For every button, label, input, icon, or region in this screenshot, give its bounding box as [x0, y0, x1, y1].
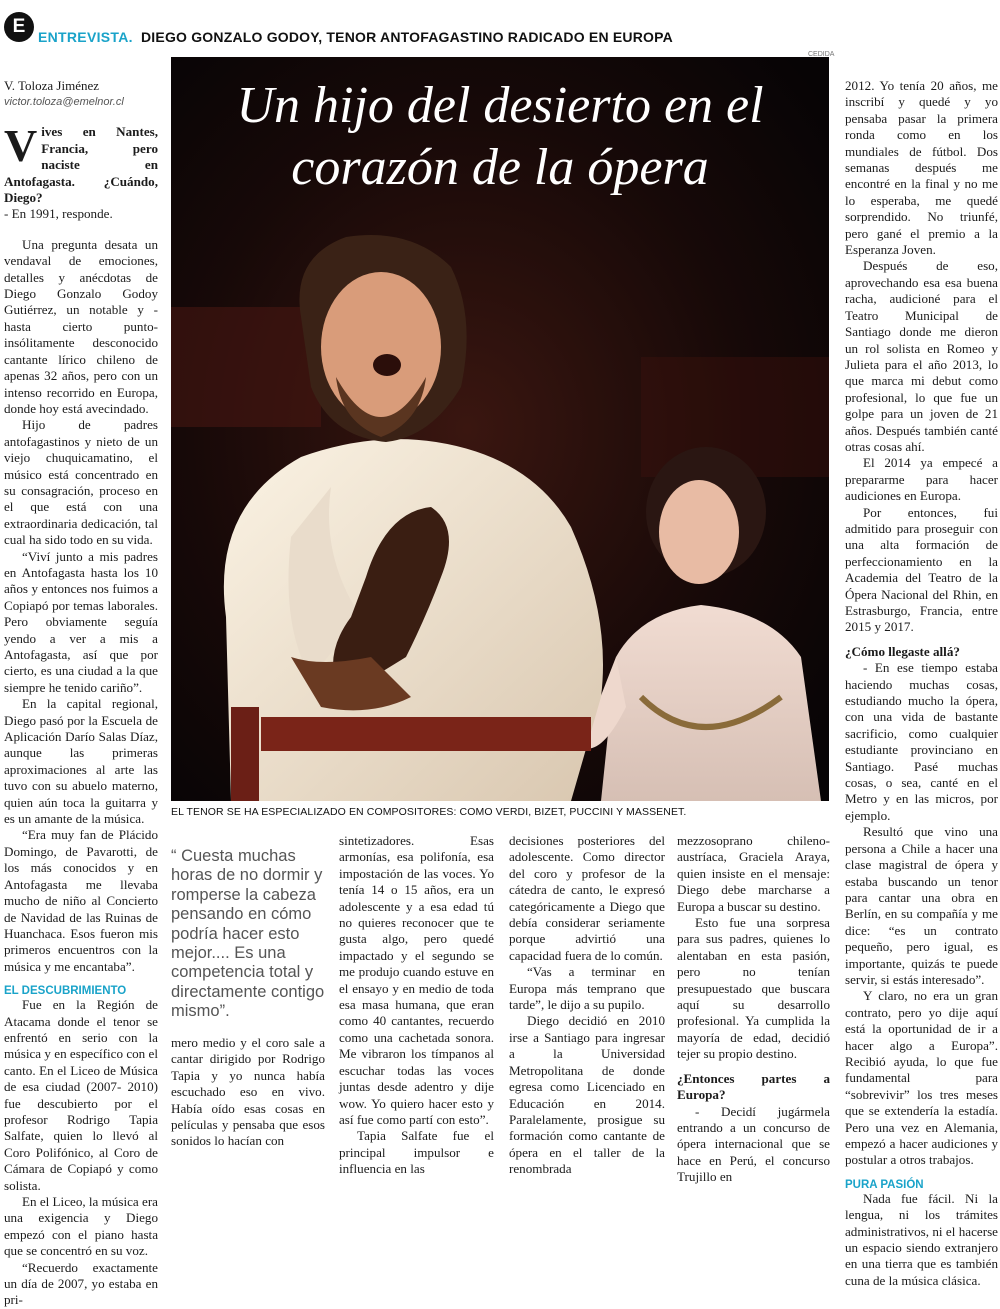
subheading: PURA PASIÓN	[845, 1178, 924, 1191]
headline	[171, 75, 829, 199]
paragraph: Nada fue fácil. Ni la lengua, ni los trámites administrativos, ni el hacerse un espacio siendo extranjero en una tierra que es también cuna de la música clásica.	[845, 1190, 998, 1288]
section-badge: E	[4, 12, 34, 42]
question: ¿Entonces partes a Europa?	[677, 1070, 830, 1103]
column-2	[171, 1035, 325, 1150]
paragraph: Tapia Salfate fue el principal impulsor e influencia en las	[339, 1128, 494, 1177]
author-email[interactable]: victor.toloza@emelnor.cl	[4, 96, 124, 108]
paragraph: “Recuerdo exactamente un día de 2007, yo estaba en pri-	[4, 1259, 158, 1308]
paragraph: “Vas a terminar en Europa más temprano que tarde”, le dijo a su pupilo.	[509, 964, 665, 1013]
paragraph: Y claro, no era un gran contrato, pero yo dije aquí está la oportunidad de ir a hacer algo a Europa”. Recibió ayuda, lo que fue fundamental para “sobrevivir” los tres meses que se extendería la estadía. Pero una vez en Alemania, empezó a hacer audiciones y postular a otros trabajos.	[845, 988, 998, 1168]
paragraph: - En ese tiempo estaba haciendo muchas cosas, estudiando mucho la ópera, con una vida de bastante sacrificio, como cualquier estudiante provinciano en Santiago. Pasé muchas cosas, o sea, canté en el Metro y en las micros, por ejemplo.	[845, 660, 998, 823]
author-name: V. Toloza Jiménez	[4, 78, 100, 93]
paragraph: Diego decidió en 2010 irse a Santiago para ingresar a la Universidad Metropolitana de donde egresa como Licenciado en Educación en 2014. Paralelamente, prosigue su formación como cantante de ópera en el taller de la renombrada	[509, 1013, 665, 1177]
section-label: ENTREVISTA.	[38, 29, 133, 45]
column-4	[509, 833, 665, 1178]
column-1	[4, 78, 158, 1309]
paragraph: sintetizadores. Esas armonías, esa polifonía, esa impostación de las voces. Yo tenía 14 o 15 años, era un adolescente y a esa edad tú no quieres reconocer que te gusta algo, pero quedé impactado y el segundo se me produjo cuando estuve en el ensayo y en medio de toda esa masa humana, que eran como 40 cantantes, recuerdo como una cachetada sonora. Me vibraron los tímpanos al escuchar todas las voces juntas desde adentro y dije wow. Yo quiero hacer esto y así fue como partí con esto”.	[339, 833, 494, 1127]
paragraph: Por entonces, fui admitido para proseguir con una alta formación de perfeccionamiento en la Academia del Teatro de la Ópera Nacional del Rhin, en Estrasburgo, Francia, entre 2015 y 2017.	[845, 504, 998, 635]
paragraph: decisiones posteriores del adolescente. Como director del coro y profesor de la cátedra de canto, le expresó categóricamente a Diego que debía considerar seriamente porque advirtió una capacidad fuera de lo común.	[509, 833, 665, 963]
pull-quote: “ Cuesta muchas horas de no dormir y romperse la cabeza pensando en cómo podría hacer esto mejor.... Es una competencia total y directamente contigo mismo”.	[171, 847, 325, 1021]
hero-photo	[171, 57, 829, 801]
column-3	[339, 833, 494, 1178]
paragraph: En el Liceo, la música era una exigencia y Diego empezó con el piano hasta que se concentró en su voz.	[4, 1194, 158, 1259]
subheading: EL DESCUBRIMIENTO	[4, 985, 127, 998]
kicker-title: DIEGO GONZALO GODOY, TENOR ANTOFAGASTINO RADICADO EN EUROPA	[141, 29, 673, 45]
paragraph: Una pregunta desata un vendaval de emociones, detalles y anécdotas de Diego Gonzalo Godoy Gutiérrez, un notable y -hasta cierto punto- insólitamente desconocido cantante lírico chileno de apenas 32 años, pero con un intenso recorrido en Europa, donde hoy está avecindado.	[4, 236, 158, 416]
headline-line-2: corazón de la ópera	[291, 139, 709, 196]
paragraph: Esto fue una sorpresa para sus padres, quienes lo alentaban en esta pasión, pero no tenían presupuestado que buscara aquí su desarrollo profesional. Ya cumplida la mayoría de edad, decidió tejer su propio destino.	[677, 915, 830, 1062]
column-5	[677, 833, 830, 1186]
paragraph: - Decidí jugármela entrando a un concurso de ópera internacional que se hace en Perú, el concurso Trujillo en	[677, 1103, 830, 1185]
intro-question	[4, 120, 158, 206]
question: ¿Cómo llegaste allá?	[845, 643, 960, 659]
column-6	[845, 78, 998, 1289]
photo-credit: CEDIDA	[808, 51, 835, 58]
paragraph: Resultó que vino una persona a Chile a hacer una clase magistral de ópera y estaba buscando un tenor para cantar una obra en Berlín, en su compañía y me dice: “es un contrato pequeño, pero igual, es importante, quizás te puede servir, si estás interesado”.	[845, 824, 998, 987]
paragraph: mezzosoprano chileno- austríaca, Graciela Araya, quien insiste en el mensaje: Diego debe marcharse a Europa a buscar su destino.	[677, 833, 830, 914]
headline-line-1: Un hijo del desierto en el	[236, 77, 764, 134]
paragraph: “Viví junto a mis padres en Antofagasta hasta los 10 años y entonces nos fuimos a Copiapó por temas laborales. Pero obviamente seguía yendo a ver a mis a Antofagasta, así que por cierto, es una ciudad a la que siempre he tenido cariño”.	[4, 548, 158, 695]
paragraph: mero medio y el coro sale a cantar dirigido por Rodrigo Tapia y yo nunca había escuchado eso en vivo. Había oído esas cosas en películas y pensaba que esos sonidos lo hacían con	[171, 1035, 325, 1149]
paragraph: En la capital regional, Diego pasó por la Escuela de Aplicación Darío Salas Díaz, aunque las primeras aproximaciones al arte las tuvo con su abuelo materno, quien aún toca la guitarra y es un amante de la música.	[4, 696, 158, 827]
paragraph: 2012. Yo tenía 20 años, me inscribí y quedé y yo pensaba pasar la primera ronda como en los mundiales de fútbol. Dos semanas después me encontré en la final y no me lo esperaba, me quedé sorprendido. No triunfé, pero gané el premio a la Esperanza Joven.	[845, 78, 998, 258]
paragraph: Después de eso, aprovechando esa esa buena racha, audicioné para el Teatro Municipal de Santiago donde me dieron un rol solista en Romeo y Julieta para el año 2013, lo que marca mi debut como profesional, lo que fue un golpe para un joven de 21 años. Después también canté otras cosas ahí.	[845, 258, 998, 454]
paragraph: Fue en la Región de Atacama donde el tenor se enfrentó en serio con la música y en específico con el canto. En el Liceo de Música de esa ciudad (2007- 2010) fue descubierto por el profesor Rodrigo Tapia Salfate, quien lo llevó al Coro Polifónico, al Coro de Cámara de Copiapó y como solista.	[4, 997, 158, 1193]
paragraph: El 2014 ya empecé a prepararme para hacer audiciones en Europa.	[845, 455, 998, 504]
paragraph: Hijo de padres antofagastinos y nieto de un viejo chuquicamatino, el músico está concentrado en su consagración, proceso en el que está con una extraordinaria dedicación, tal cual ha sido todo en su vida.	[4, 417, 158, 548]
intro-question-text: ives en Nantes, Francia, pero naciste en Antofagasta. ¿Cuándo, Diego?	[4, 124, 158, 206]
drop-cap: V	[4, 120, 38, 172]
paragraph: “Era muy fan de Plácido Domingo, de Pavarotti, de los más conocidos y en Antofagasta me llevaba mucho de niño al Concierto de Navidad de las Ruinas de Huanchaca. Esos fueron mis primeros encuentros con la música y me encantaba”.	[4, 827, 158, 974]
photo-caption: EL TENOR SE HA ESPECIALIZADO EN COMPOSITORES: COMO VERDI, BIZET, PUCCINI Y MASSENET.	[171, 806, 687, 818]
intro-answer: - En 1991, responde.	[4, 206, 113, 222]
page-header	[0, 12, 1000, 46]
